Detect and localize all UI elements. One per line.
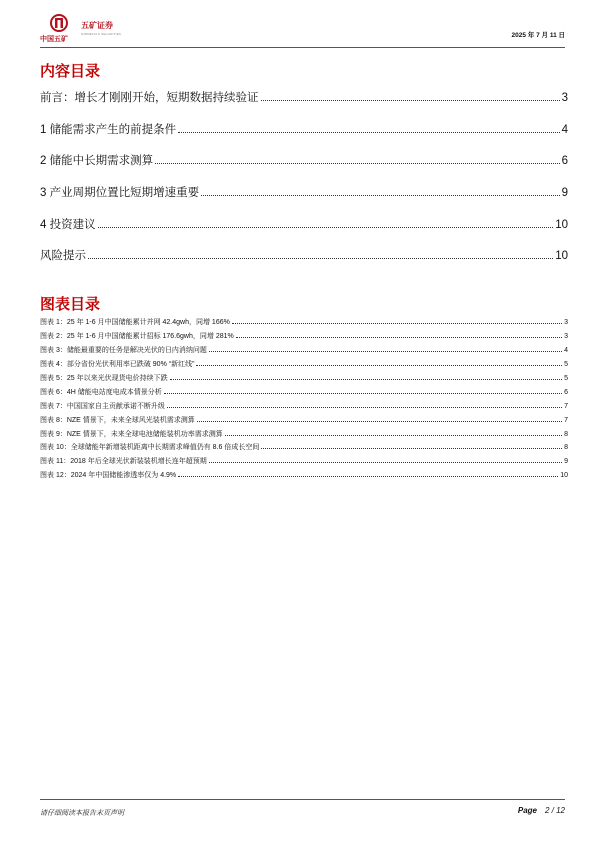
figure-item-label: 图表 1：25 年 1-6 月中国储能累计并网 42.4gwh，同增 166% [40, 319, 230, 326]
toc-item-page: 9 [561, 187, 568, 200]
table-of-contents [40, 89, 568, 279]
toc-item-label: 2 储能中长期需求测算 [40, 155, 154, 168]
figure-item-page: 3 [564, 319, 568, 326]
leader-dots [155, 163, 560, 164]
figure-item[interactable] [40, 401, 568, 415]
figure-item[interactable] [40, 331, 568, 345]
header-divider [40, 47, 565, 48]
figure-item-page: 10 [560, 472, 568, 480]
toc-item-label: 4 投资建议 [40, 218, 96, 231]
figure-item-page: 3 [564, 332, 568, 340]
brand-name [81, 20, 121, 36]
figure-item[interactable] [40, 317, 568, 331]
toc-item-label: 风险提示 [40, 250, 86, 263]
toc-item[interactable] [40, 152, 568, 184]
figure-item-label: 图表 8：NZE 情景下，未来全球风光装机需求测算 [40, 416, 195, 424]
toc-item-label: 1 储能需求产生的前提条件 [40, 123, 177, 136]
toc-item[interactable] [40, 184, 568, 216]
leader-dots [201, 195, 560, 196]
toc-title: 内容目录 [40, 63, 101, 80]
leader-dots [197, 421, 562, 422]
figure-item-label: 图表 4：部分省份光伏利用率已跌破 90% “新红线” [40, 360, 195, 368]
figure-item-label: 图表 5：25 年以来光伏现货电价持续下跌 [40, 374, 168, 382]
figure-item-page: 5 [564, 360, 568, 368]
leader-dots [167, 407, 562, 408]
figures-title: 图表目录 [40, 296, 101, 313]
figure-item[interactable] [40, 470, 568, 484]
figure-item[interactable] [40, 429, 568, 443]
figure-item-page: 9 [564, 458, 568, 466]
figure-item[interactable] [40, 442, 568, 456]
leader-dots [225, 435, 562, 436]
figure-item-label: 图表 9：NZE 情景下，未来全球电池储能装机功率需求测算 [40, 430, 223, 438]
figure-item[interactable] [40, 373, 568, 387]
figure-item-label: 图表 10：全球储能年新增装机距离中长期需求峰值仍有 8.6 倍成长空间 [40, 444, 260, 452]
figure-item-label: 图表 2：25 年 1-6 月中国储能累计招标 176.6gwh，同增 281% [40, 332, 234, 340]
footer-divider [40, 799, 565, 800]
toc-item-label: 3 产业周期位置比短期增速重要 [40, 187, 200, 200]
figure-item[interactable] [40, 387, 568, 401]
leader-dots [261, 100, 560, 101]
leader-dots [178, 476, 558, 477]
brand-en: MINMETALS SECURITIES [81, 32, 122, 36]
figure-item[interactable] [40, 359, 568, 373]
leader-dots [98, 227, 554, 228]
figure-item-page: 5 [564, 374, 568, 382]
toc-item[interactable] [40, 121, 568, 153]
figure-item-label: 图表 12：2024 年中国储能渗透率仅为 4.9% [40, 472, 177, 480]
page-indicator [518, 806, 565, 815]
leader-dots [88, 258, 553, 259]
leader-dots [178, 132, 560, 133]
toc-item[interactable] [40, 247, 568, 279]
figure-item[interactable] [40, 345, 568, 359]
toc-item[interactable] [40, 216, 568, 248]
figure-item-page: 7 [564, 402, 568, 410]
figure-item-label: 图表 11：2018 年后全球光伏新装装机增长连年超预期 [40, 458, 207, 466]
figure-item[interactable] [40, 415, 568, 429]
figure-item-page: 8 [564, 430, 568, 438]
figure-item-page: 4 [564, 346, 568, 354]
figure-item-page: 8 [564, 444, 568, 452]
leader-dots [209, 462, 562, 463]
toc-item-page: 6 [561, 155, 568, 168]
footer-disclaimer: 请仔细阅读本报告末页声明 [40, 810, 124, 817]
toc-item-page: 3 [561, 92, 568, 104]
figure-item-label: 图表 3：储能最重要的任务是解决光伏的日内消纳问题 [40, 346, 207, 354]
leader-dots [196, 365, 562, 366]
page-label: Page [517, 806, 537, 815]
figure-item-label: 图表 7：中国国家自主贡献承诺不断升级 [40, 402, 165, 410]
toc-item-page: 10 [555, 250, 568, 263]
leader-dots [236, 337, 562, 338]
figure-item-page: 7 [564, 416, 568, 424]
leader-dots [261, 448, 562, 449]
toc-item-page: 4 [561, 123, 568, 136]
report-date: 2025 年 7 月 11 日 [511, 32, 565, 39]
toc-item[interactable] [40, 89, 568, 121]
figure-item-label: 图表 6：4H 储能电站度电成本情景分析 [40, 388, 162, 396]
figure-item[interactable] [40, 456, 568, 470]
toc-item-label: 前言：增长才刚刚开始，短期数据持续验证 [40, 92, 259, 104]
leader-dots [209, 351, 562, 352]
leader-dots [170, 379, 563, 380]
figure-item-page: 6 [564, 388, 568, 396]
logo-text: 中国五矿 [40, 36, 68, 43]
leader-dots [232, 323, 562, 324]
brand-cn: 五矿证券 [81, 21, 113, 30]
minmetals-logo-icon [50, 14, 68, 32]
leader-dots [164, 393, 562, 394]
toc-item-page: 10 [555, 218, 568, 231]
page-number: 2 / 12 [544, 806, 565, 815]
figure-list [40, 317, 568, 484]
